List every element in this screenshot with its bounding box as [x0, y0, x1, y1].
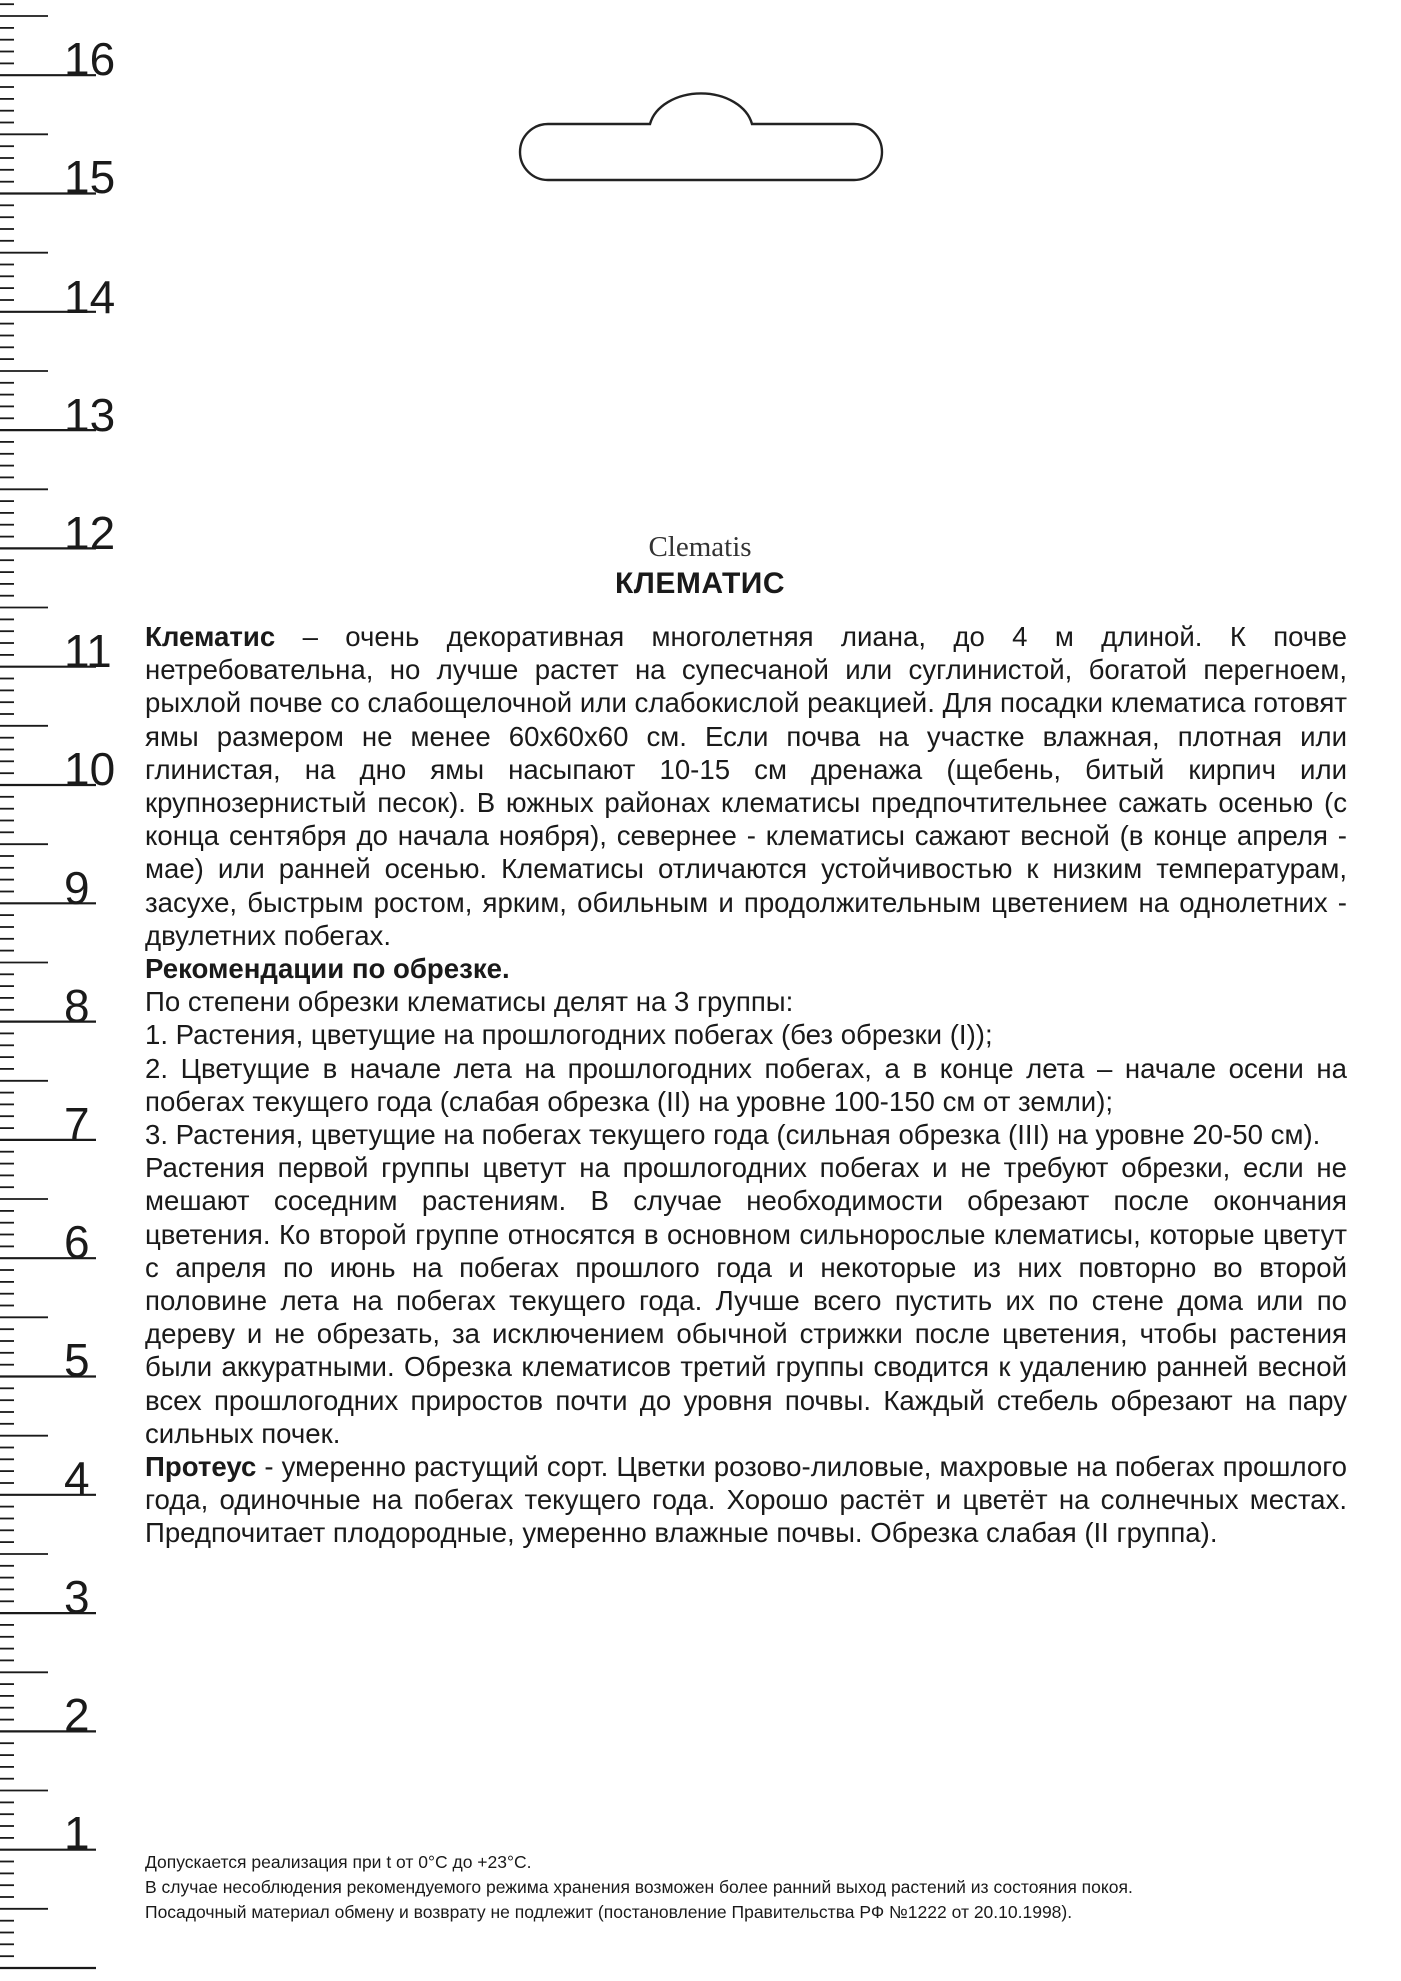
ruler-number: 16: [64, 33, 116, 85]
footer-storage-line: Допускается реализация при t от 0°С до +23°С.: [145, 1852, 532, 1872]
hang-hole-outline: [518, 90, 884, 190]
ruler-number: 8: [64, 980, 90, 1032]
ruler-number: 10: [64, 743, 116, 795]
ruler-number: 2: [64, 1689, 90, 1741]
variety-paragraph: [145, 1450, 1347, 1550]
footer-warning-line: В случае несоблюдения рекомендуемого режима хранения возможен более ранний выход растений из состояния покоя.: [145, 1877, 1133, 1897]
pruning-group-3: 3. Растения, цветущие на побегах текущего года (сильная обрезка (III) на уровне 20-50 см).: [145, 1119, 1321, 1151]
ruler-number: 5: [64, 1334, 90, 1386]
intro-lead: Клематис: [145, 621, 276, 652]
ruler-number: 14: [64, 271, 116, 323]
ruler-number: 11: [64, 625, 112, 677]
variety-text: - умеренно растущий сорт. Цветки розово-лиловые, махровые на побегах прошлого года, одиночные на побегах текущего года. Хорошо растёт и цветёт на солнечных местах. Предпочитает плодородные, умеренно влажные почвы. Обрезка слабая (II группа).: [145, 1451, 1347, 1549]
pruning-details: Растения первой группы цветут на прошлогодних побегах и не требуют обрезки, если не мешают соседним растениям. В случае необходимости обрезают после окончания цветения. Ко второй группе относятся в основном сильнорослые клематисы, которые цветут с апреля по июнь на побегах прошлого года и некоторые из них повторно во второй половине лета на побегах текущего года. Лучше всего пустить их по стене дома или по дереву и не обрезать, за исключением обычной стрижки после цветения, чтобы растения были аккуратными. Обрезка клематисов третий группы сводится к удалению ранней весной всех прошлогодних приростов почти до уровня почвы. Каждый стебель обрезают на пару сильных почек.: [145, 1152, 1347, 1449]
ruler-number: 1: [64, 1807, 90, 1859]
footer-return-line: Посадочный материал обмену и возврату не подлежит (постановление Правительства РФ №1222 от 20.10.1998).: [145, 1902, 1073, 1922]
pruning-group-2: 2. Цветущие в начале лета на прошлогодних побегах, а в конце лета – начале осени на побегах текущего года (слабая обрезка (II) на уровне 100-150 см от земли);: [145, 1052, 1347, 1117]
ruler-number: 12: [64, 507, 116, 559]
ruler-number: 4: [64, 1452, 90, 1504]
pruning-heading-paragraph: [145, 952, 1347, 985]
intro-text: – очень декоративная многолетняя лиана, до 4 м длиной. К почве нетребовательна, но лучше растет на супесчаной или суглинистой, богатой перегноем, рыхлой почве со слабощелочной или слабокислой реакцией. Для посадки клематиса готовят ямы размером не менее 60х60х60 см. Если почва на участке влажная, плотная или глинистая, на дно ямы насыпают 10-15 см дренажа (щебень, битый кирпич или крупнозернистый песок). В южных районах клематисы предпочтительнее сажать осенью (с конца сентября до начала ноября), севернее - клематисы сажают весной (в конце апреля - мае) или ранней осенью. Клематисы отличаются устойчивостью к низким температурам, засухе, быстрым ростом, ярким, обильным и продолжительным цветением на однолетних - двулетних побегах.: [145, 621, 1347, 951]
pruning-group-1: 1. Растения, цветущие на прошлогодних побегах (без обрезки (I));: [145, 1019, 993, 1051]
description-text: [145, 620, 1347, 1550]
ruler-number: 13: [64, 389, 116, 441]
intro-paragraph: [145, 620, 1347, 952]
pruning-heading: Рекомендации по обрезке.: [145, 953, 510, 985]
pruning-groups-intro: По степени обрезки клематисы делят на 3 группы:: [145, 986, 794, 1018]
variety-name: Протеус: [145, 1451, 257, 1483]
ruler-number: 7: [64, 1098, 90, 1150]
ruler-number: 15: [64, 151, 116, 203]
latin-name: Clematis: [648, 531, 752, 563]
footer: [145, 1850, 1365, 1925]
header: [0, 530, 1401, 604]
page-title: КЛЕМАТИС: [614, 567, 786, 600]
ruler-number: 3: [64, 1571, 90, 1623]
ruler-number: 6: [64, 1216, 90, 1268]
ruler-number: 9: [64, 862, 90, 914]
